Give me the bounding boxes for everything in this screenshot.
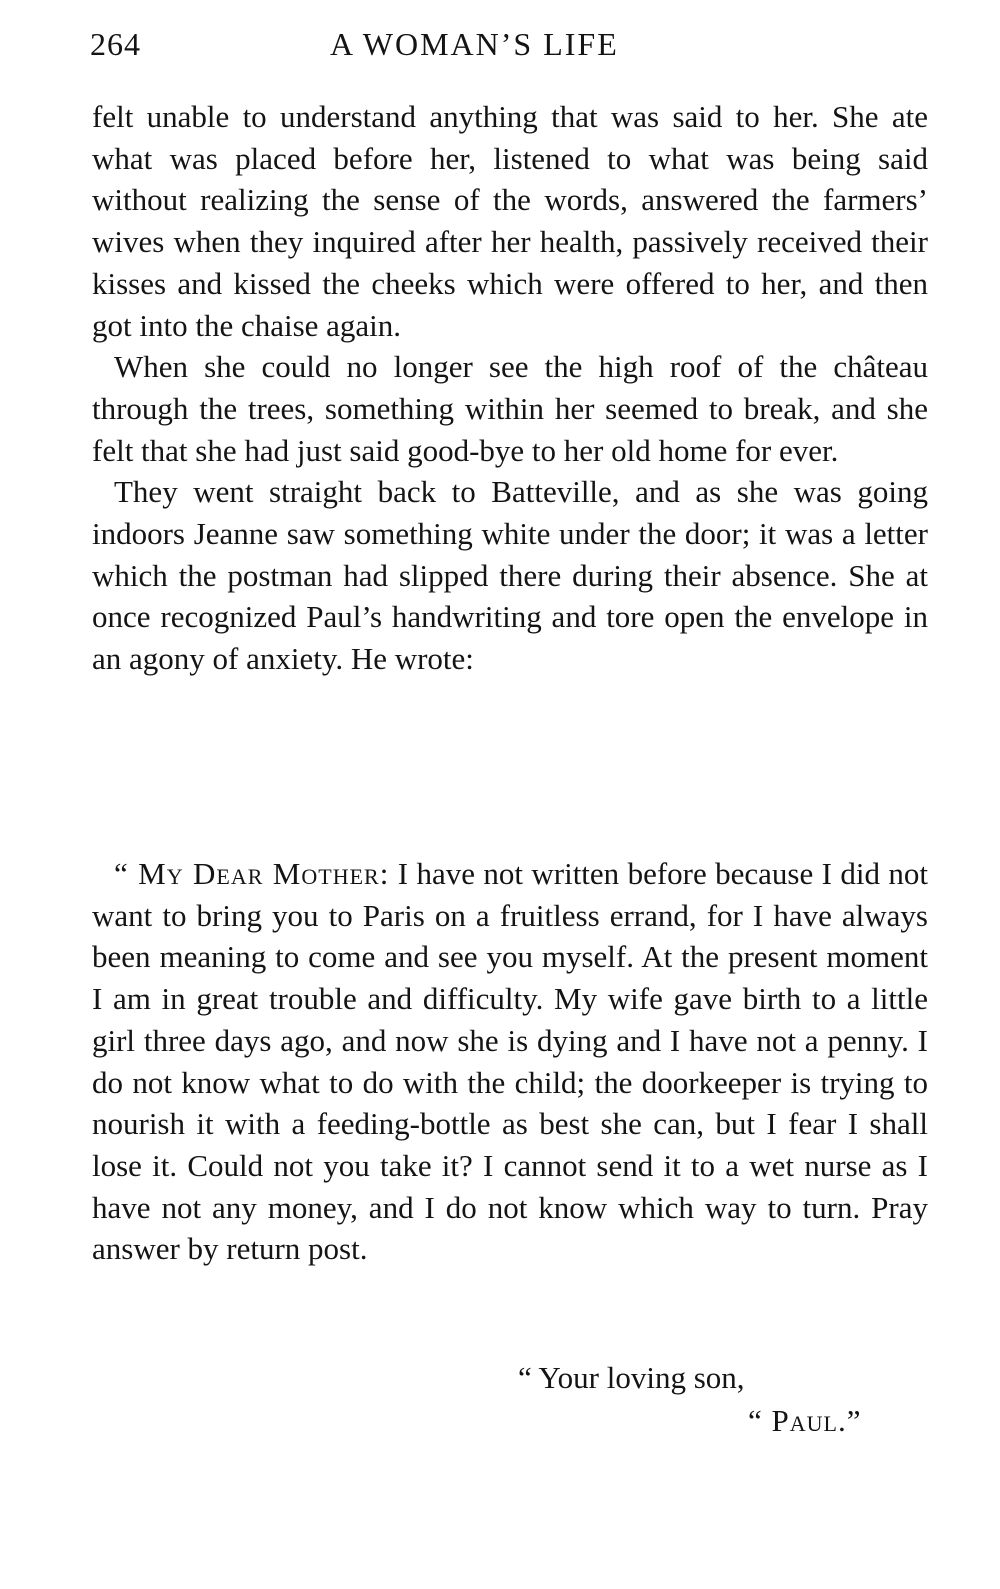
page-header: [90, 26, 930, 76]
body-text: [92, 96, 928, 680]
running-head: A WOMAN’S LIFE: [330, 26, 619, 62]
letter-closing: “ Your loving son,: [518, 1360, 745, 1395]
letter-salutation: “ My Dear Mother:: [114, 856, 390, 891]
letter: [92, 853, 928, 1270]
letter-body: I have not written before because I did not want to bring you to Paris on a fruitless errand, for I have always been meaning to come and see you myself. At the present moment I am in great trouble and difficulty. My wife gave birth to a little girl three days ago, and now she is dying and I have not a penny. I do not know what to do with the child; the doorkeeper is trying to nourish it with a feeding-bottle as best she can, but I fear I shall lose it. Could not you take it? I cannot send it to a wet nurse as I have not any money, and I do not know which way to turn. Pray answer by return post.: [92, 856, 928, 1267]
page-number: 264: [90, 26, 141, 62]
paragraph-1: felt unable to understand anything that was said to her. She ate what was placed before her, listened to what was being said without realizing the sense of the words, answered the farmers’ wives when they inquired after her health, passively received their kisses and kissed the cheeks which were offered to her, and then got into the chaise again.: [92, 99, 928, 343]
paragraph-2: When she could no longer see the high roof of the château through the trees, something within her seemed to break, and she felt that she had just said good-bye to her old home for ever.: [92, 349, 928, 468]
paragraph-3: They went straight back to Batteville, and as she was going indoors Jeanne saw something white under the door; it was a letter which the postman had slipped there during their absence. She at once recognized Paul’s handwriting and tore open the envelope in an agony of anxiety. He wrote:: [92, 474, 928, 677]
letter-signature: “ Paul.”: [748, 1403, 862, 1438]
letter-body-paragraph: [92, 853, 928, 1270]
